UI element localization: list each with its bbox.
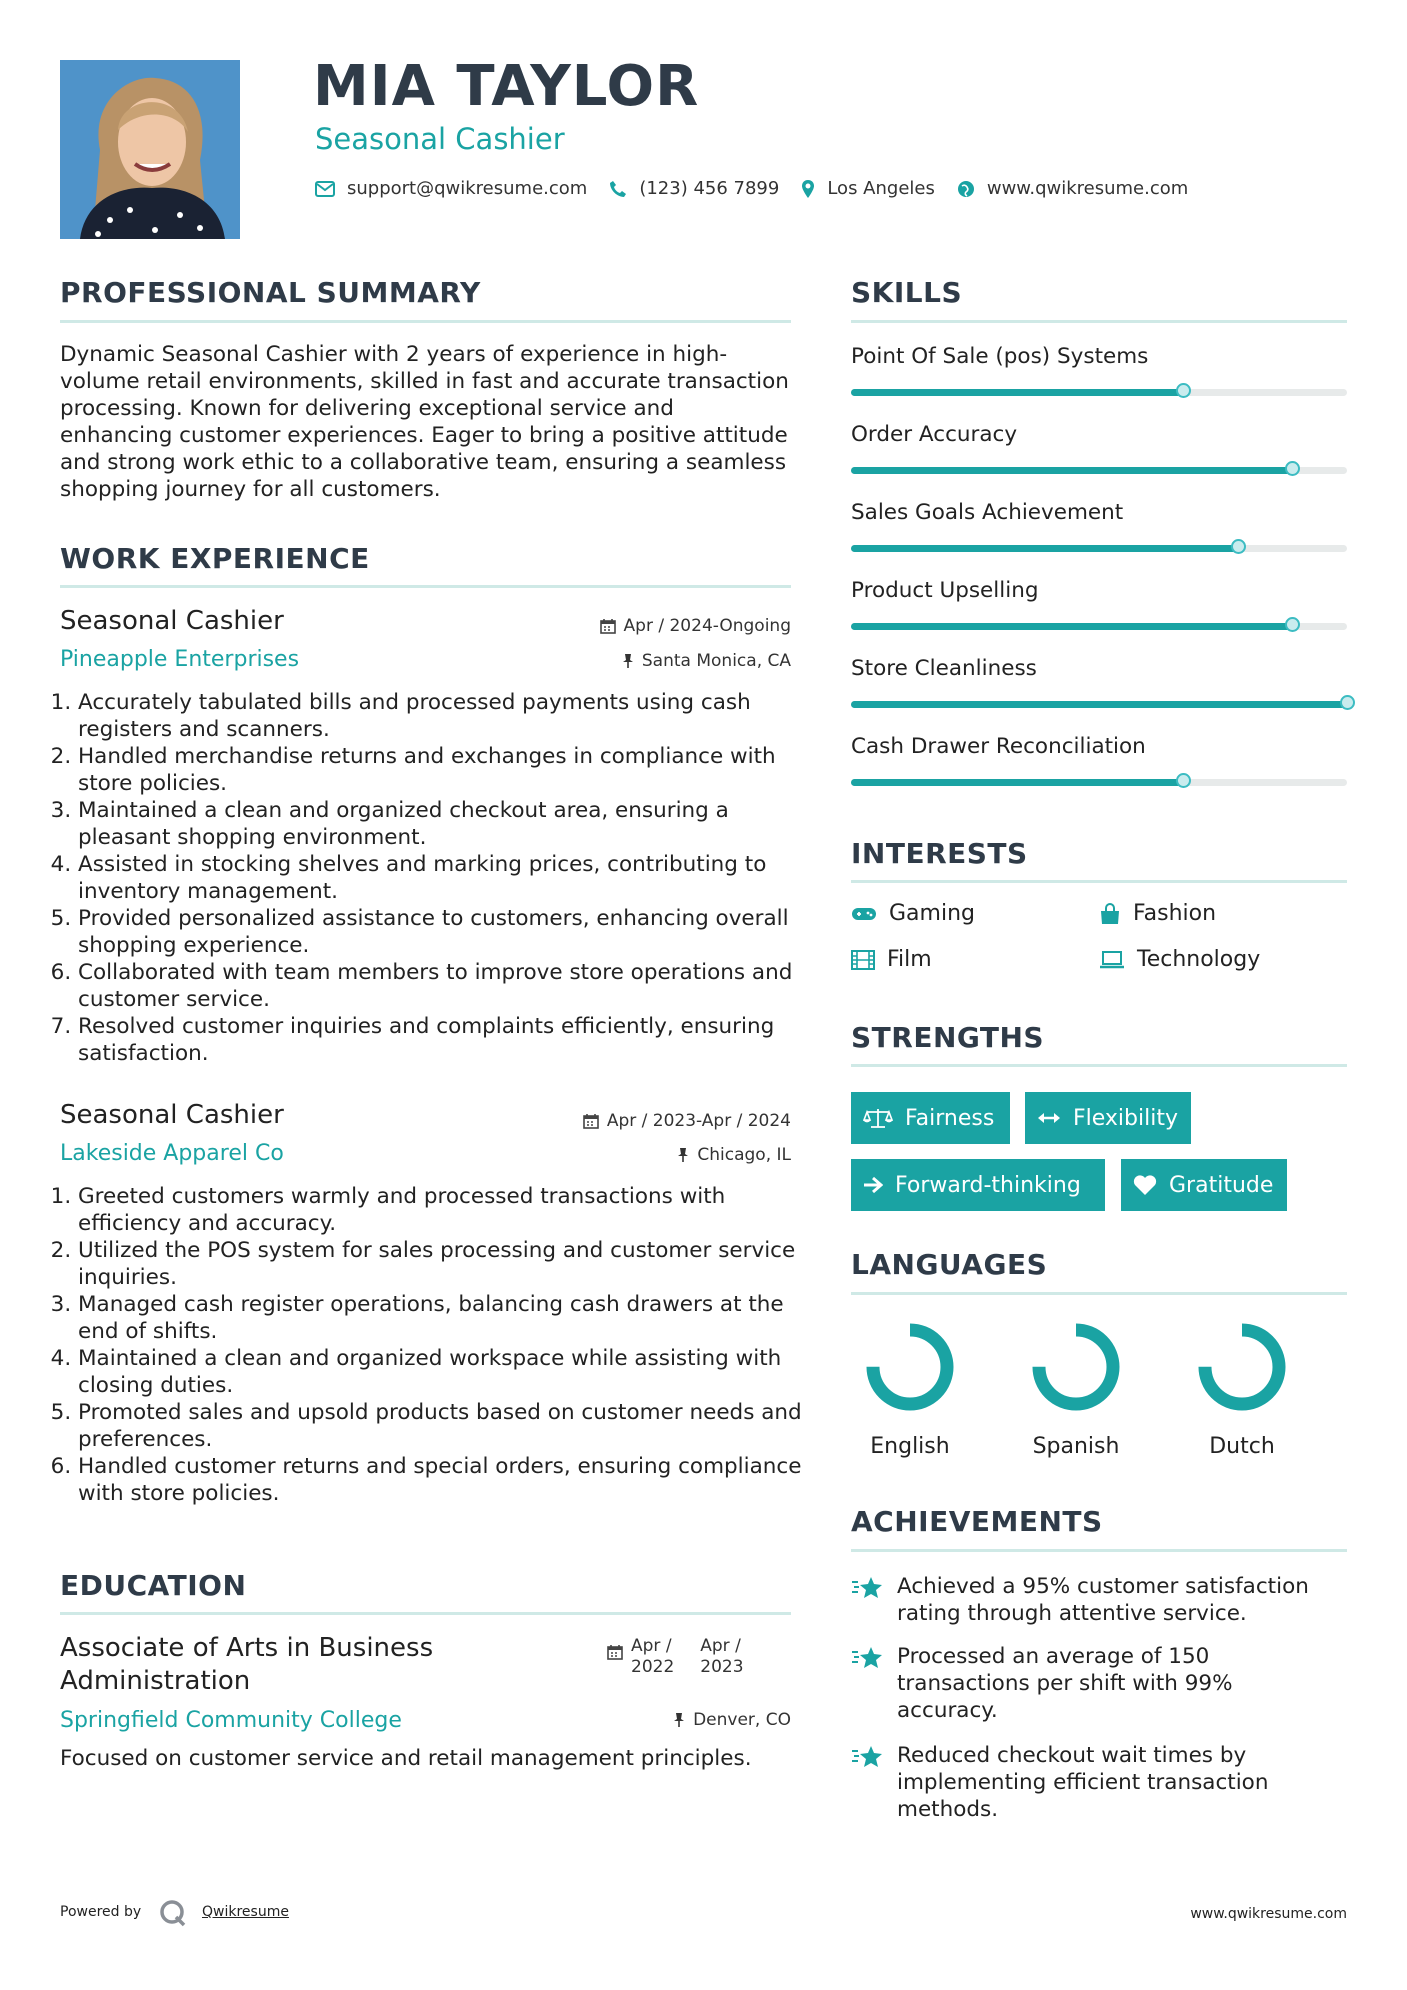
interest-label: Fashion — [1133, 901, 1217, 926]
school-name: Springfield Community College — [60, 1708, 402, 1733]
skill-bar-track — [851, 467, 1347, 474]
job-location — [677, 1145, 791, 1165]
strengths-heading: STRENGTHS — [851, 1021, 1045, 1054]
skill-label: Cash Drawer Reconciliation — [851, 734, 1146, 759]
job-company: Lakeside Apparel Co — [60, 1141, 284, 1166]
interest-item-film — [851, 947, 932, 972]
job-location-text: Chicago, IL — [697, 1145, 791, 1165]
skill-bar-knob — [1176, 383, 1191, 398]
list-item: 1. Accurately tabulated bills and processed payments using cash registers and scanners. — [78, 689, 808, 743]
skill-bar-fill — [851, 545, 1238, 552]
interests-heading: INTERESTS — [851, 837, 1028, 870]
interest-label: Technology — [1137, 947, 1261, 972]
interests-divider — [851, 880, 1347, 883]
achievement-item — [851, 1573, 1311, 1627]
skills-heading: SKILLS — [851, 276, 963, 309]
calendar-icon — [607, 1644, 623, 1660]
skill-bar-track — [851, 389, 1347, 396]
list-item: 1. Greeted customers warmly and processed transactions with efficiency and accuracy. — [78, 1183, 808, 1237]
strength-chip-gratitude — [1121, 1159, 1287, 1211]
arrow-right-icon — [863, 1176, 883, 1194]
strength-label: Flexibility — [1073, 1105, 1178, 1131]
job-date — [600, 616, 791, 636]
job-title: Seasonal Cashier — [60, 606, 284, 636]
education-divider — [60, 1612, 791, 1615]
star-badge-icon — [851, 1575, 883, 1601]
strength-chip-forward-thinking — [851, 1159, 1105, 1211]
experience-heading: WORK EXPERIENCE — [60, 542, 370, 575]
achievement-text: Reduced checkout wait times by implementing efficient transaction methods. — [897, 1743, 1269, 1822]
list-item: 6. Handled customer returns and special orders, ensuring compliance with store policies. — [78, 1453, 808, 1507]
achievement-item — [851, 1643, 1311, 1724]
laptop-icon — [1099, 951, 1125, 969]
skill-bar-knob — [1231, 539, 1246, 554]
contact-email-text: support@qwikresume.com — [347, 178, 588, 199]
qwikresume-link[interactable]: Qwikresume — [202, 1904, 289, 1920]
contact-website-text: www.qwikresume.com — [986, 178, 1189, 199]
list-item: 2. Utilized the POS system for sales processing and customer service inquiries. — [78, 1237, 808, 1291]
language-ring — [1026, 1317, 1126, 1417]
contact-website[interactable] — [957, 178, 1188, 199]
star-badge-icon — [851, 1645, 883, 1671]
job-date — [583, 1111, 791, 1131]
calendar-icon — [583, 1113, 599, 1129]
education-location — [673, 1710, 791, 1730]
strength-label: Fairness — [905, 1105, 995, 1131]
skill-bar-track — [851, 779, 1347, 786]
skill-bar-fill — [851, 389, 1183, 396]
skill-bar-track — [851, 545, 1347, 552]
skill-label: Order Accuracy — [851, 422, 1018, 447]
interest-label: Gaming — [889, 901, 975, 926]
achievement-text: Processed an average of 150 transactions per shift with 99% accuracy. — [897, 1644, 1233, 1723]
contact-bar — [315, 178, 1210, 199]
list-item: 5. Provided personalized assistance to customers, enhancing overall shopping experience. — [78, 905, 808, 959]
interest-item-gaming — [851, 901, 975, 926]
job-location — [622, 651, 791, 671]
education-start — [631, 1636, 674, 1678]
summary-heading: PROFESSIONAL SUMMARY — [60, 276, 481, 309]
skill-bar-fill — [851, 623, 1292, 630]
language-ring — [1192, 1317, 1292, 1417]
education-dates — [607, 1636, 744, 1678]
list-item: 4. Maintained a clean and organized workspace while assisting with closing duties. — [78, 1345, 808, 1399]
language-ring — [860, 1317, 960, 1417]
arrows-horizontal-icon — [1037, 1111, 1061, 1125]
gamepad-icon — [851, 906, 877, 922]
contact-email[interactable] — [315, 178, 587, 199]
skill-bar-knob — [1285, 617, 1300, 632]
education-heading: EDUCATION — [60, 1569, 247, 1602]
education-start-year: 2022 — [631, 1657, 675, 1677]
footer-url[interactable]: www.qwikresume.com — [1190, 1906, 1347, 1922]
interest-label: Film — [887, 947, 932, 972]
star-badge-icon — [851, 1744, 883, 1770]
education-end-month: Apr / — [700, 1636, 741, 1656]
language-label: Dutch — [1209, 1434, 1275, 1459]
achievements-heading: ACHIEVEMENTS — [851, 1505, 1103, 1538]
skill-label: Point Of Sale (pos) Systems — [851, 344, 1149, 369]
powered-by-label: Powered by — [60, 1904, 142, 1920]
pushpin-icon — [677, 1147, 689, 1163]
job-responsibilities — [60, 689, 808, 1067]
list-item: 4. Assisted in stocking shelves and marking prices, contributing to inventory management. — [78, 851, 808, 905]
contact-phone-text: (123) 456 7899 — [639, 178, 780, 199]
film-icon — [851, 950, 875, 970]
achievements-divider — [851, 1549, 1347, 1552]
list-item: 3. Maintained a clean and organized checkout area, ensuring a pleasant shopping environment. — [78, 797, 808, 851]
education-end — [700, 1636, 743, 1678]
skill-label: Sales Goals Achievement — [851, 500, 1124, 525]
skill-label: Store Cleanliness — [851, 656, 1037, 681]
languages-divider — [851, 1292, 1347, 1295]
degree-line-2: Administration — [60, 1666, 251, 1696]
education-end-year: 2023 — [700, 1657, 744, 1677]
experience-divider — [60, 585, 791, 588]
strength-label: Forward-thinking — [895, 1172, 1081, 1198]
job-date-text: Apr / 2023-Apr / 2024 — [606, 1111, 791, 1131]
shopping-bag-icon — [1099, 903, 1121, 925]
summary-text: Dynamic Seasonal Cashier with 2 years of experience in high-volume retail environments, skilled in fast and accurate transaction processing. Known for delivering exceptional service and enhancing customer experiences. Eager to bring a positive attitude and strong work ethic to a collaborative team, ensuring a seamless shopping journey for all customers. — [60, 342, 789, 502]
interest-item-fashion — [1099, 901, 1216, 926]
globe-icon — [957, 180, 975, 198]
job-location-text: Santa Monica, CA — [641, 651, 791, 671]
list-item: 2. Handled merchandise returns and exchanges in compliance with store policies. — [78, 743, 808, 797]
skill-bar-knob — [1285, 461, 1300, 476]
job-title: Seasonal Cashier — [60, 1100, 284, 1130]
skill-bar-fill — [851, 467, 1292, 474]
heart-icon — [1133, 1175, 1157, 1196]
language-label: Spanish — [1032, 1434, 1120, 1459]
interest-item-technology — [1099, 947, 1260, 972]
skill-bar-track — [851, 701, 1347, 708]
education-start-month: Apr / — [631, 1636, 672, 1656]
education-location-text: Denver, CO — [693, 1710, 791, 1730]
map-marker-icon — [801, 179, 815, 199]
job-responsibilities — [60, 1183, 808, 1507]
candidate-title: Seasonal Cashier — [315, 122, 565, 156]
contact-phone[interactable] — [609, 178, 779, 199]
qwikresume-logo — [158, 1899, 188, 1931]
pushpin-icon — [622, 653, 634, 669]
list-item: 6. Collaborated with team members to improve store operations and customer service. — [78, 959, 808, 1013]
list-item: 3. Managed cash register operations, balancing cash drawers at the end of shifts. — [78, 1291, 808, 1345]
profile-photo — [60, 60, 240, 239]
pushpin-icon — [673, 1712, 685, 1728]
education-description: Focused on customer service and retail management principles. — [60, 1746, 752, 1771]
achievement-item — [851, 1742, 1311, 1823]
degree-line-1: Associate of Arts in Business — [60, 1633, 434, 1663]
balance-scale-icon — [863, 1107, 893, 1129]
strength-chip-fairness — [851, 1092, 1010, 1144]
skill-bar-knob — [1340, 695, 1355, 710]
skill-bar-fill — [851, 701, 1347, 708]
summary-divider — [60, 320, 791, 323]
skill-bar-fill — [851, 779, 1183, 786]
list-item: 7. Resolved customer inquiries and complaints efficiently, ensuring satisfaction. — [78, 1013, 808, 1067]
job-company: Pineapple Enterprises — [60, 647, 300, 672]
skills-divider — [851, 320, 1347, 323]
strengths-divider — [851, 1064, 1347, 1067]
contact-location-text: Los Angeles — [827, 178, 935, 199]
strength-chip-flexibility — [1025, 1092, 1191, 1144]
contact-location — [801, 178, 935, 199]
achievement-text: Achieved a 95% customer satisfaction rating through attentive service. — [897, 1574, 1309, 1626]
degree-title — [60, 1632, 433, 1698]
envelope-icon — [315, 181, 335, 197]
phone-icon — [609, 180, 627, 198]
calendar-icon — [600, 618, 616, 634]
skill-bar-track — [851, 623, 1347, 630]
candidate-name: MIA TAYLOR — [313, 54, 700, 119]
skill-label: Product Upselling — [851, 578, 1039, 603]
job-date-text: Apr / 2024-Ongoing — [623, 616, 791, 636]
languages-heading: LANGUAGES — [851, 1248, 1048, 1281]
list-item: 5. Promoted sales and upsold products based on customer needs and preferences. — [78, 1399, 808, 1453]
skill-bar-knob — [1176, 773, 1191, 788]
language-label: English — [870, 1434, 950, 1459]
strength-label: Gratitude — [1169, 1172, 1274, 1198]
